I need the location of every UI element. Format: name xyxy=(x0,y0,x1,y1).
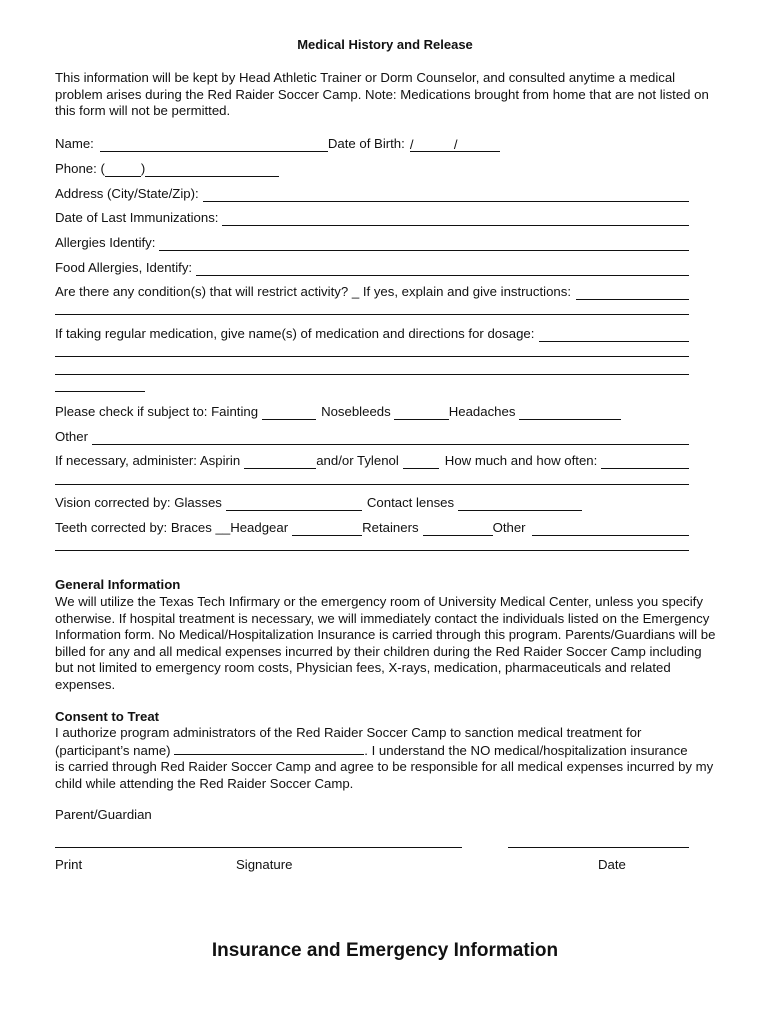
headgear-field[interactable] xyxy=(292,521,362,536)
allergies-row xyxy=(55,233,689,251)
nosebleeds-field[interactable] xyxy=(394,405,449,420)
glasses-field[interactable] xyxy=(226,496,362,511)
intro-paragraph: This information will be kept by Head Athletic Trainer or Dorm Counselor, and consulted anytime a medical problem arises during the Red Raider Soccer Camp. Note: Medications brought from home that are not listed on this form will not be permitted. xyxy=(55,70,709,118)
aspirin-field[interactable] xyxy=(244,454,316,469)
immunization-field[interactable] xyxy=(222,211,689,226)
teeth-other-field[interactable] xyxy=(532,521,689,536)
teeth-extra-line[interactable] xyxy=(55,550,689,551)
retainers-field[interactable] xyxy=(423,521,493,536)
nosebleeds-label: Nosebleeds xyxy=(321,404,391,419)
general-info-heading: General Information xyxy=(55,577,181,592)
medication-line-1[interactable] xyxy=(55,356,689,357)
area-code-field[interactable] xyxy=(105,162,141,177)
conditions-field[interactable] xyxy=(576,285,689,300)
consent-body xyxy=(55,725,717,792)
allergies-label: Allergies Identify: xyxy=(55,235,156,250)
consent-line-2 xyxy=(55,742,717,760)
print-label: Print xyxy=(55,857,83,872)
immunization-label: Date of Last Immunizations: xyxy=(55,210,219,225)
form-title: Medical History and Release xyxy=(297,37,473,52)
medication-field[interactable] xyxy=(539,327,689,342)
headaches-label: Headaches xyxy=(448,404,516,419)
conditions-extra-line[interactable] xyxy=(55,314,689,315)
vision-row xyxy=(55,493,689,511)
other-label: Other xyxy=(55,429,88,444)
name-dob-row xyxy=(55,134,689,152)
insurance-section-title: Insurance and Emergency Information xyxy=(211,940,559,961)
aspirin-label: If necessary, administer: Aspirin xyxy=(55,453,241,468)
other-field[interactable] xyxy=(92,430,689,445)
contacts-field[interactable] xyxy=(458,496,582,511)
food-allergies-field[interactable] xyxy=(196,261,689,276)
consent-line-1: I authorize program administrators of the Red Raider Soccer Camp to sanction medical treatment for xyxy=(55,725,642,740)
address-field[interactable] xyxy=(203,187,689,202)
signature-label: Signature xyxy=(236,857,293,872)
print-signature-line[interactable] xyxy=(55,847,462,848)
allergies-field[interactable] xyxy=(159,236,689,251)
phone-label: Phone: ( xyxy=(55,161,105,176)
address-label: Address (City/State/Zip): xyxy=(55,186,199,201)
how-much-field[interactable] xyxy=(601,454,689,469)
administer-row xyxy=(55,451,689,469)
medication-line-2[interactable] xyxy=(55,374,689,375)
participant-label: (participant’s name) xyxy=(55,742,171,758)
phone-paren: ) xyxy=(140,161,146,176)
phone-row xyxy=(55,159,689,177)
medication-label: If taking regular medication, give name(s) of medication and directions for dosage: xyxy=(55,326,535,341)
medication-row xyxy=(55,324,689,342)
dob-label: Date of Birth: xyxy=(327,136,405,151)
subject-to-row xyxy=(55,402,689,420)
date-line[interactable] xyxy=(508,847,689,848)
consent-heading: Consent to Treat xyxy=(55,709,160,724)
administer-extra-line[interactable] xyxy=(55,484,689,485)
conditions-label: Are there any condition(s) that will restrict activity? _ If yes, explain and give instructions: xyxy=(55,284,572,299)
fainting-label: Please check if subject to: Fainting xyxy=(55,404,259,419)
retainers-label: Retainers xyxy=(362,520,419,535)
fainting-field[interactable] xyxy=(262,405,316,420)
parent-guardian-label: Parent/Guardian xyxy=(55,807,152,822)
general-info-body: We will utilize the Texas Tech Infirmary or the emergency room of University Medical Center, unless you specify otherwise. If hospital treatment is necessary, we will immediately contact the individuals listed on the Emergency Information form. No Medical/Hospitalization Insurance is carried through this program. Parents/Guardians will be billed for any and all medical expenses incurred by their children during the Red Raider Soccer Camp including but not limited to emergency room costs, Physician fees, X-rays, medication, pharmaceuticals and related expenses. xyxy=(55,594,716,692)
participant-name-field[interactable] xyxy=(174,742,364,755)
tylenol-field[interactable] xyxy=(403,454,439,469)
consent-line-2-rest: . I understand the NO medical/hospitalization insurance xyxy=(364,742,688,758)
glasses-label: Vision corrected by: Glasses xyxy=(55,495,222,510)
headaches-field[interactable] xyxy=(519,405,621,420)
address-row xyxy=(55,184,689,202)
food-allergies-row xyxy=(55,258,689,276)
conditions-row xyxy=(55,282,689,300)
immunization-row xyxy=(55,208,689,226)
phone-field[interactable] xyxy=(145,162,279,177)
other-row xyxy=(55,427,689,445)
consent-rest: is carried through Red Raider Soccer Camp and agree to be responsible for all medical expenses incurred by my child while attending the Red Raider Soccer Camp. xyxy=(55,759,714,791)
date-label: Date xyxy=(598,857,626,872)
food-allergies-label: Food Allergies, Identify: xyxy=(55,260,193,275)
medication-line-3[interactable] xyxy=(55,391,145,392)
tylenol-label: and/or Tylenol xyxy=(316,453,399,468)
teeth-other-label: Other xyxy=(492,520,526,535)
dob-field[interactable]: / / xyxy=(410,137,500,152)
contacts-label: Contact lenses xyxy=(366,495,455,510)
how-much-label: How much and how often: xyxy=(444,453,598,468)
name-field[interactable] xyxy=(100,137,328,152)
headgear-label: Teeth corrected by: Braces __Headgear xyxy=(55,520,289,535)
name-label: Name: xyxy=(55,136,94,151)
teeth-row xyxy=(55,518,689,536)
